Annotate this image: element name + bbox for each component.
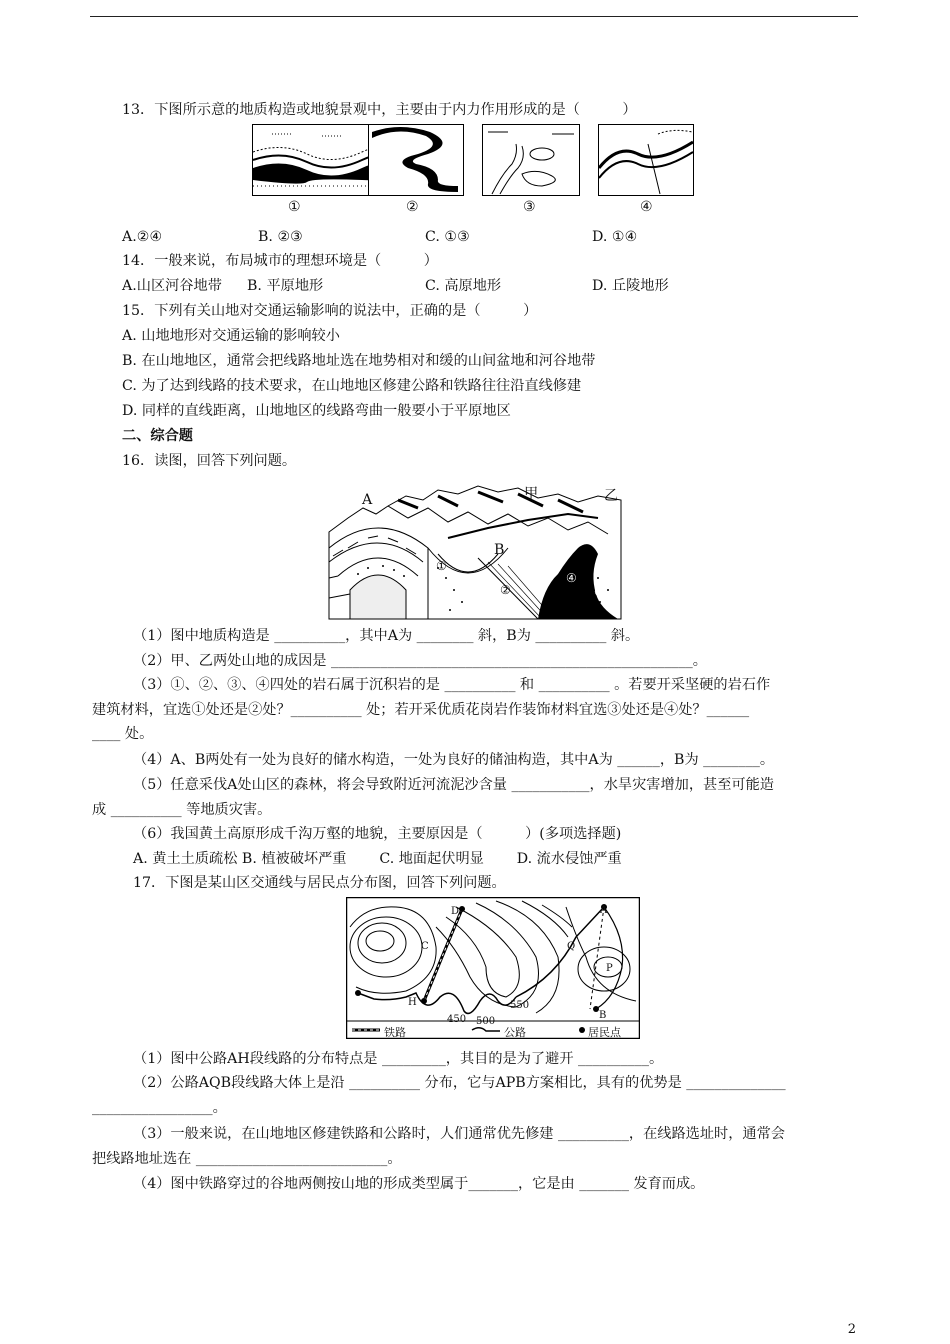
q16-line-10: A. 黄土土质疏松 B. 植被破坏严重 C. 地面起伏明显 D. 流水侵蚀严重 bbox=[133, 851, 622, 867]
q16-label-a: A bbox=[362, 492, 373, 508]
q13-caption-4: ④ bbox=[640, 199, 653, 215]
q17-legend-rail: 铁路 bbox=[384, 1026, 406, 1039]
q16-line-9: （6）我国黄土高原形成千沟万壑的地貌，主要原因是（ ）(多项选择题) bbox=[133, 826, 622, 842]
q15-option-b: B. 在山地地区，通常会把线路地址选在地势相对和缓的山间盆地和河谷地带 bbox=[122, 353, 596, 369]
q16-line-3: （3）①、②、③、④四处的岩石属于沉积岩的是 __________ 和 __________ 。若要开采坚硬的岩石作 bbox=[133, 677, 771, 693]
q16-label-3: ③ bbox=[594, 585, 605, 599]
q16-line-7: （5）任意采伐A处山区的森林，将会导致附近河流泥沙含量 ___________，水旱灾害增加，甚至可能造 bbox=[133, 777, 774, 793]
q16-label-yi: 乙 bbox=[604, 488, 619, 504]
q15-option-a: A. 山地地形对交通运输的影响较小 bbox=[122, 328, 340, 344]
q17-contour-500: 500 bbox=[476, 1016, 496, 1027]
q14-option-c: C. 高原地形 bbox=[425, 278, 502, 294]
section-heading: 二、综合题 bbox=[122, 428, 193, 444]
q13-figure-3 bbox=[482, 124, 580, 200]
q14-option-a: A.山区河谷地带 bbox=[122, 278, 222, 294]
q16-label-b: B bbox=[494, 542, 505, 558]
q13-figure-2 bbox=[368, 124, 464, 200]
q16-label-2: ② bbox=[500, 583, 511, 597]
q17-label-h: H bbox=[408, 997, 417, 1008]
q13-option-a: A.②④ bbox=[122, 229, 163, 245]
q14-option-d: D. 丘陵地形 bbox=[592, 278, 669, 294]
q13-caption-3: ③ bbox=[523, 199, 536, 215]
q17-label-b: B bbox=[599, 1010, 607, 1021]
q17-label-a: A bbox=[600, 905, 608, 916]
q15-stem: 15．下列有关山地对交通运输影响的说法中，正确的是（ ） bbox=[122, 303, 538, 319]
q15-option-c: C. 为了达到线路的技术要求，在山地地区修建公路和铁路往往沿直线修建 bbox=[122, 378, 582, 394]
q13-caption-2: ② bbox=[406, 199, 419, 215]
q16-stem: 16．读图，回答下列问题。 bbox=[122, 453, 297, 469]
q17-line-2: （2）公路AQB段线路大体上是沿 __________ 分布，它与APB方案相比，具有的优势是 ______________ bbox=[133, 1075, 786, 1091]
q17-line-4: （3）一般来说，在山地地区修建铁路和公路时，人们通常优先修建 __________，在线路选址时，通常会 bbox=[133, 1126, 785, 1142]
q17-line-3: _________________。 bbox=[92, 1100, 227, 1116]
q17-legend-settlement: 居民点 bbox=[588, 1026, 621, 1039]
q16-line-5: ____ 处。 bbox=[92, 726, 154, 742]
q16-line-1: （1）图中地质构造是 __________，其中A为 ________ 斜，B为 __________ 斜。 bbox=[133, 628, 640, 644]
q16-label-4: ④ bbox=[566, 571, 577, 585]
header-rule bbox=[90, 16, 858, 17]
page-number: 2 bbox=[847, 1322, 856, 1337]
q17-line-6: （4）图中铁路穿过的谷地两侧按山地的形成类型属于_______，它是由 _______ 发育而成。 bbox=[133, 1176, 705, 1192]
q17-contour-550: 550 bbox=[510, 1000, 530, 1011]
q17-line-1: （1）图中公路AH段线路的分布特点是 _________，其目的是为了避开 __________。 bbox=[133, 1051, 664, 1067]
q16-label-jia: 甲 bbox=[524, 486, 539, 502]
q14-stem: 14．一般来说，布局城市的理想环境是（ ） bbox=[122, 253, 438, 269]
q13-caption-1: ① bbox=[288, 199, 301, 215]
q17-label-d: D bbox=[451, 906, 460, 917]
q13-stem: 13．下图所示意的地质构造或地貌景观中，主要由于内力作用形成的是（ ） bbox=[122, 102, 637, 118]
q17-label-p: P bbox=[606, 963, 613, 974]
q17-stem: 17．下图是某山区交通线与居民点分布图，回答下列问题。 bbox=[133, 875, 506, 891]
q16-line-4: 建筑材料，宜选①处还是②处？__________ 处；若开采优质花岗岩作装饰材料宜选③处还是④处？______ bbox=[92, 702, 750, 718]
q15-option-d: D. 同样的直线距离，山地地区的线路弯曲一般要小于平原地区 bbox=[122, 403, 511, 419]
q13-figure-4 bbox=[598, 124, 694, 200]
q13-option-c: C. ①③ bbox=[425, 229, 470, 245]
q16-line-8: 成 __________ 等地质灾害。 bbox=[92, 802, 272, 818]
q17-contour-450: 450 bbox=[447, 1014, 467, 1025]
q16-line-2: （2）甲、乙两处山地的成因是 ___________________________________________________。 bbox=[133, 653, 707, 669]
q14-option-b: B. 平原地形 bbox=[247, 278, 324, 294]
q16-label-1: ① bbox=[436, 559, 447, 573]
q17-legend-road: 公路 bbox=[504, 1026, 526, 1039]
q17-line-5: 把线路地址选在 ___________________________。 bbox=[92, 1151, 402, 1167]
q17-label-q: Q bbox=[567, 941, 576, 952]
q17-label-c: C bbox=[421, 941, 429, 952]
q16-line-6: （4）A、B两处有一处为良好的储水构造，一处为良好的储油构造，其中A为 ______，B为 ________。 bbox=[133, 752, 775, 768]
q13-option-d: D. ①④ bbox=[592, 229, 638, 245]
q13-option-b: B. ②③ bbox=[258, 229, 303, 245]
